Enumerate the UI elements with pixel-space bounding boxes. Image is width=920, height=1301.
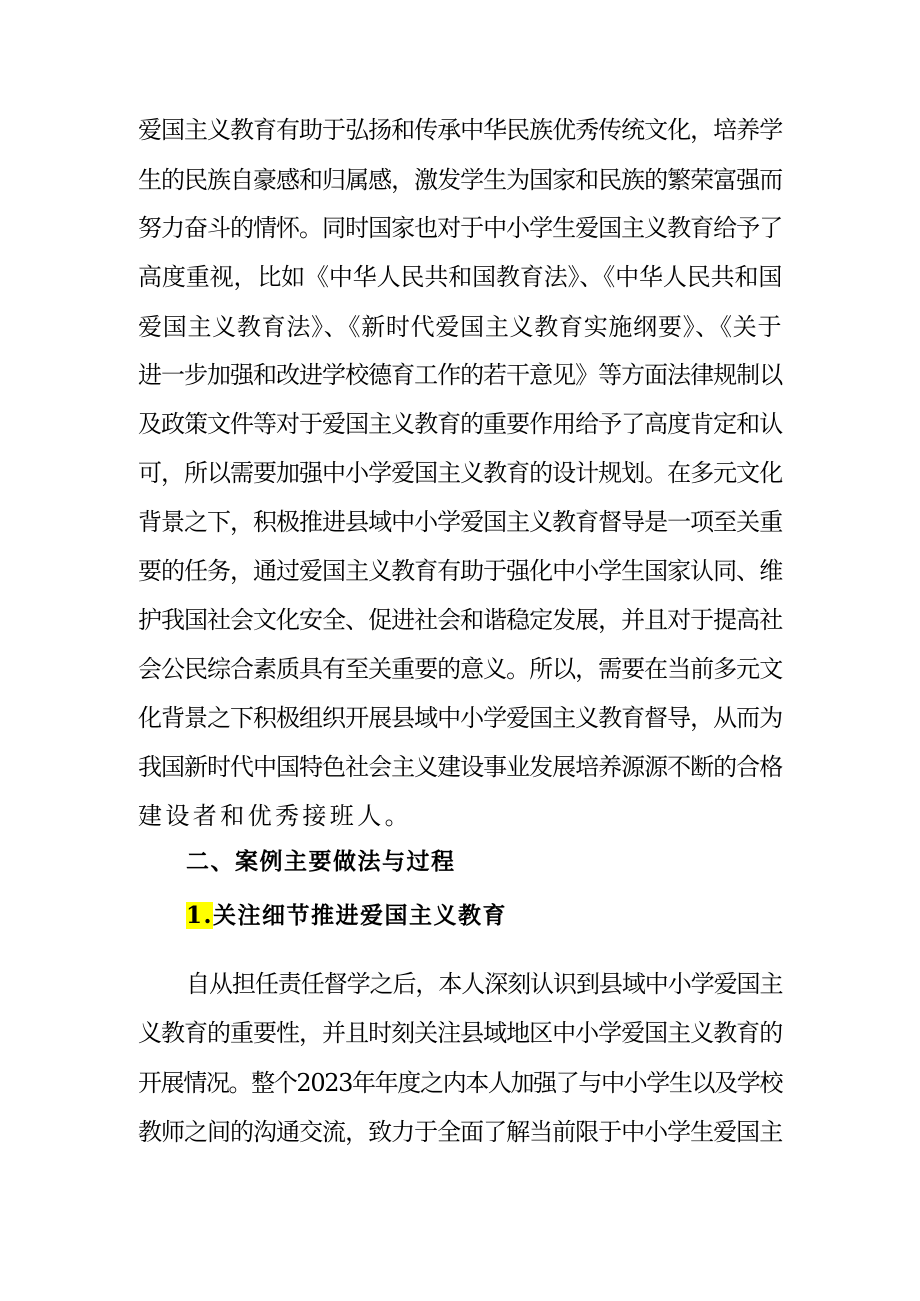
paragraph-1-line-14: 我国新时代中国特色社会主义建设事业发展培养源源不断的合格 xyxy=(138,753,783,781)
paragraph-1-line-9: 背景之下，积极推进县域中小学爱国主义教育督导是一项至关重 xyxy=(138,508,783,536)
paragraph-2-line-1: 自从担任责任督学之后，本人深刻认识到县域中小学爱国主 xyxy=(186,970,783,998)
subsection-number-highlight: 1. xyxy=(186,902,214,929)
paragraph-1-line-7: 及政策文件等对于爱国主义教育的重要作用给予了高度肯定和认 xyxy=(138,410,783,438)
paragraph-1-line-5: 爱国主义教育法》、《新时代爱国主义教育实施纲要》、《关于 xyxy=(138,313,783,341)
paragraph-2-line-2: 义教育的重要性，并且时刻关注县域地区中小学爱国主义教育的 xyxy=(138,1019,783,1047)
paragraph-1-line-6: 进一步加强和改进学校德育工作的若干意见》等方面法律规制以 xyxy=(138,361,783,389)
paragraph-1-line-13: 化背景之下积极组织开展县域中小学爱国主义教育督导，从而为 xyxy=(138,704,783,732)
paragraph-2-line-3: 开展情况。整个2023年年度之内本人加强了与中小学生以及学校 xyxy=(138,1069,783,1097)
paragraph-1-line-3: 努力奋斗的情怀。同时国家也对于中小学生爱国主义教育给予了 xyxy=(138,214,783,242)
section-heading: 二、案例主要做法与过程 xyxy=(186,848,456,875)
paragraph-1-line-10: 要的任务，通过爱国主义教育有助于强化中小学生国家认同、维 xyxy=(138,557,783,585)
paragraph-1-line-4: 高度重视，比如《中华人民共和国教育法》、《中华人民共和国 xyxy=(138,263,783,291)
paragraph-1-line-15: 建设者和优秀接班人。 xyxy=(138,802,412,830)
subsection-heading xyxy=(186,901,507,931)
paragraph-1-line-11: 护我国社会文化安全、促进社会和谐稳定发展，并且对于提高社 xyxy=(138,606,783,634)
paragraph-2-line-4: 教师之间的沟通交流，致力于全面了解当前限于中小学生爱国主 xyxy=(138,1118,783,1146)
paragraph-1-line-12: 会公民综合素质具有至关重要的意义。所以，需要在当前多元文 xyxy=(138,655,783,683)
subsection-title: 关注细节推进爱国主义教育 xyxy=(213,902,508,929)
paragraph-1-line-2: 生的民族自豪感和归属感，激发学生为国家和民族的繁荣富强而 xyxy=(138,166,783,194)
paragraph-1-line-1: 爱国主义教育有助于弘扬和传承中华民族优秀传统文化，培养学 xyxy=(138,116,783,144)
paragraph-1-line-8: 可，所以需要加强中小学爱国主义教育的设计规划。在多元文化 xyxy=(138,459,783,487)
